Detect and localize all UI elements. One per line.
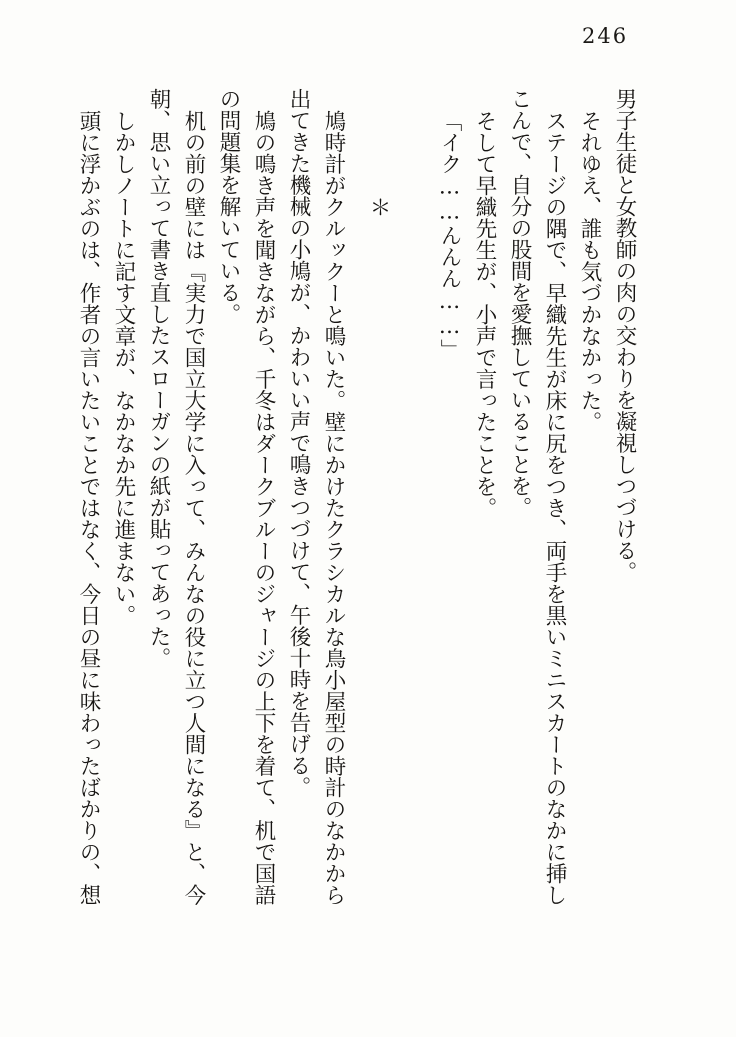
paragraph-5-dialogue: 「イク……んんん……」	[437, 109, 462, 360]
paragraph-2: それゆえ、誰も気づかなかった。	[577, 109, 602, 432]
paragraph-9: しかしノートに記す文章が、なかなか先に進まない。	[111, 109, 136, 626]
scene-break-asterisk: ＊	[366, 196, 391, 218]
paragraph-1: 男子生徒と女教師の肉の交わりを凝視しつづける。	[612, 88, 637, 583]
paragraph-6: 鳩時計がクルックーと鳴いた。壁にかけたクラシカルな鳥小屋型の時計のなかから出てきた機械の小鳩が、かわいい声で鳴きつづけて、午後十時を告げる。	[286, 88, 346, 905]
paragraph-3: ステージの隅で、早織先生が床に尻をつき、両手を黒いミニスカートのなかに挿しこんで、自分の股間を愛撫していることを。	[507, 88, 567, 905]
text-block	[71, 88, 642, 908]
paragraph-10: 頭に浮かぶのは、作者の言いたいことではなく、今日の昼に味わったばかりの、想	[76, 109, 101, 905]
paragraph-8: 机の前の壁には『実力で国立大学に入って、みんなの役に立つ人間になる』と、今朝、思い立って書き直したスローガンの紙が貼ってあった。	[146, 88, 206, 905]
page-number: 246	[582, 24, 629, 48]
paragraph-4: そして早織先生が、小声で言ったことを。	[472, 109, 497, 518]
paragraph-7: 鳩の鳴き声を聞きながら、千冬はダークブルーのジャージの上下を着て、机で国語の問題集を解いている。	[216, 88, 276, 905]
